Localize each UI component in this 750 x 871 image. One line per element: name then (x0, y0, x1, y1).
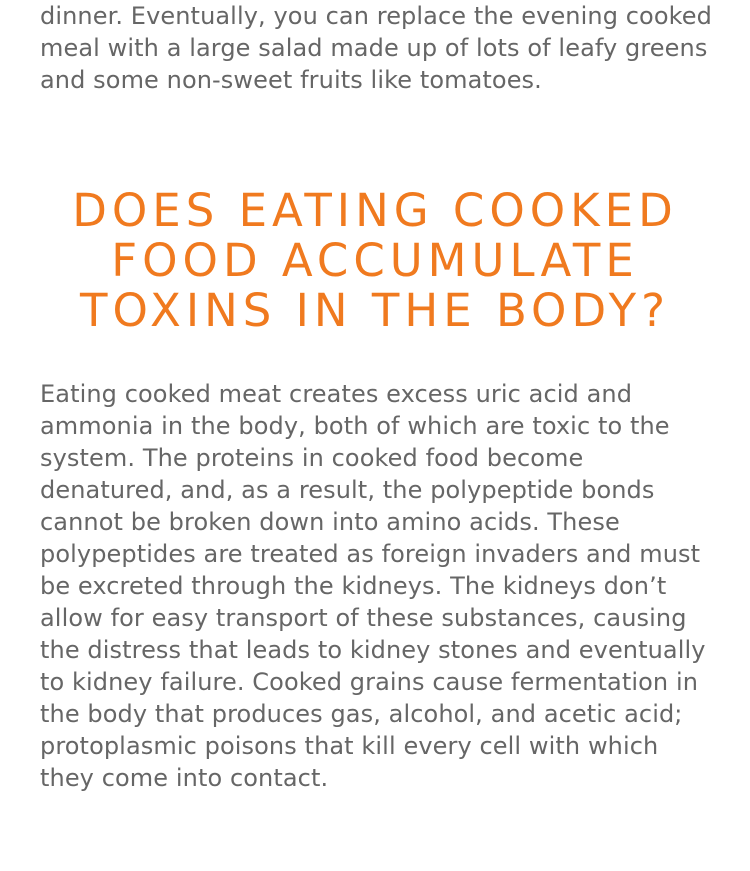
intro-paragraph: dinner. Eventually, you can replace the evening cooked meal with a large salad made up of lots of leafy greens and some non-sweet fruits like tomatoes. (40, 2, 712, 94)
body-paragraph: Eating cooked meat creates excess uric acid and ammonia in the body, both of which are toxic to the system. The proteins in cooked food become denatured, and, as a result, the polypeptide bonds cannot be broken down into amino acids. These polypeptides are treated as foreign invaders and must be excreted through the kidneys. The kidneys don’t allow for easy transport of these substances, causing the distress that leads to kidney stones and eventually to kidney failure. Cooked grains cause fermentation in the body that produces gas, alcohol, and acetic acid; protoplasmic poisons that kill every cell with which they come into contact. (40, 380, 706, 792)
section-heading: DOES EATING COOKED FOOD ACCUMULATE TOXINS IN THE BODY? (72, 184, 678, 337)
